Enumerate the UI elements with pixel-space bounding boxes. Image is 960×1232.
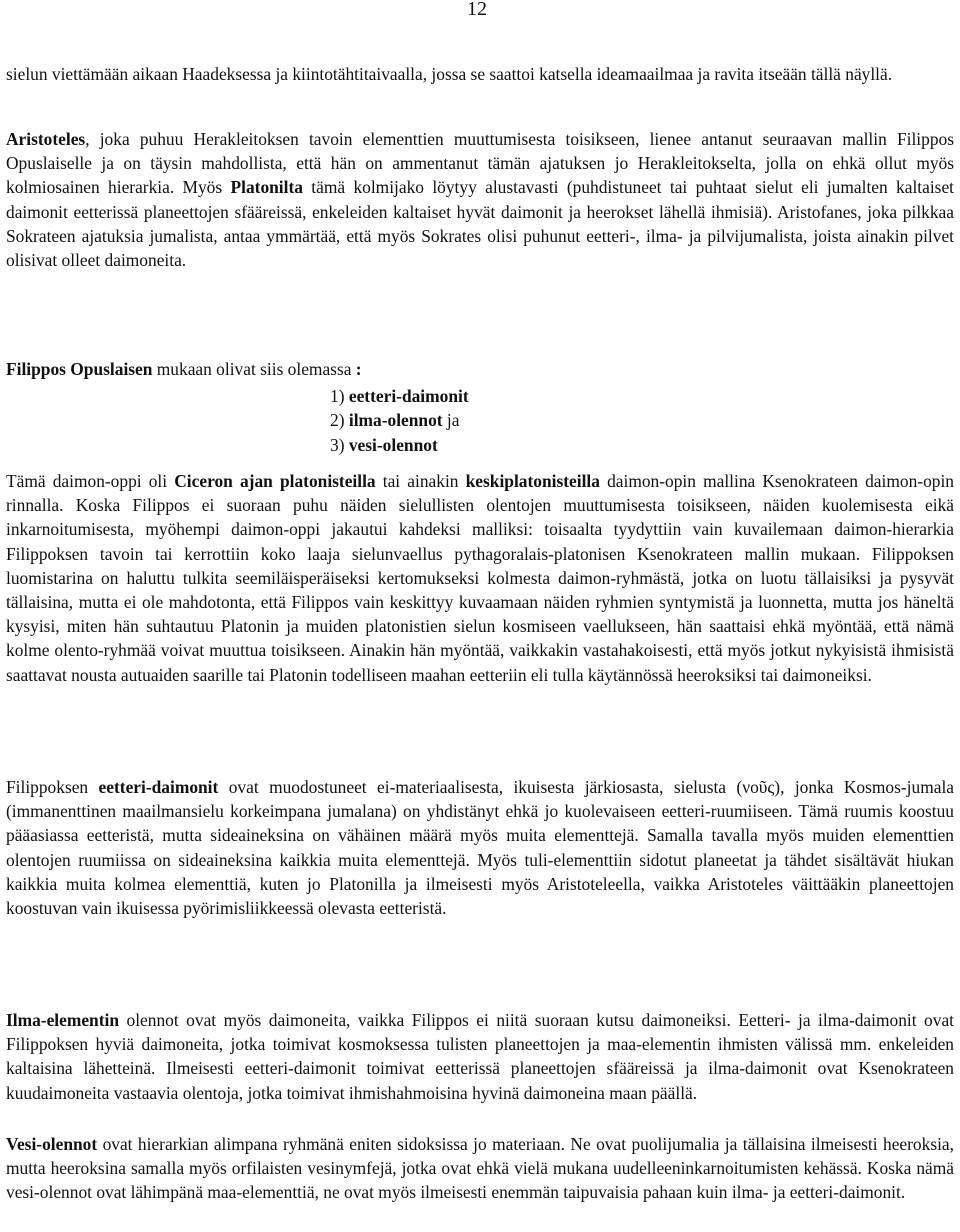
paragraph-3-text-b: tai ainakin xyxy=(375,471,466,491)
paragraph-4-text-a: Filippoksen xyxy=(6,777,99,797)
term-aristoteles: Aristoteles xyxy=(6,129,86,149)
paragraph-3-text-a: Tämä daimon-oppi oli xyxy=(6,471,175,491)
term-keskiplatonisteilla: keskiplatonisteilla xyxy=(465,471,600,491)
paragraph-3 xyxy=(6,469,954,687)
paragraph-5 xyxy=(6,1008,954,1105)
paragraph-5-text: olennot ovat myös daimoneita, vaikka Filippos ei niitä suoraan kutsu daimoneiksi. Eetteri- ja ilma-daimonit ovat Filippoksen hyviä daimoneita, jotka toimivat kosmoksessa tulisten planeettojen ja maa-elementin ihmisten välissä mm. enkeleiden kaltaisina lähetteinä. Ilmeisesti eetteri-daimonit toimivat eetterissä planeettojen sfääreissä ja ilma-daimonit ovat Ksenokrateen kuudaimoneita vastaavia olentoja, jotka toimivat ihmishahmoisina hyvinä daimoneina maan päällä. xyxy=(6,1010,954,1103)
list-intro-text: mukaan olivat siis olemassa xyxy=(152,359,356,379)
list-item xyxy=(330,408,469,432)
list-label: eetteri-daimonit xyxy=(348,386,469,406)
page-number: 12 xyxy=(467,0,487,20)
list-item xyxy=(330,384,469,408)
term-vesi-olennot: Vesi-olennot xyxy=(6,1134,98,1154)
term-eetteri-daimonit: eetteri-daimonit xyxy=(98,777,219,797)
list-label: vesi-olennot xyxy=(348,434,438,455)
greek-nous: νοῦς xyxy=(742,777,775,797)
paragraph-1 xyxy=(6,62,954,86)
paragraph-4 xyxy=(6,775,954,920)
term-ilma-elementin: Ilma-elementin xyxy=(6,1010,120,1030)
term-ciceron-ajan-platonisteilla: Ciceron ajan platonisteilla xyxy=(174,471,376,491)
list-label: ilma-olennot xyxy=(348,410,443,431)
paragraph-1-text: sielun viettämään aikaan Haadeksessa ja kiintotähtitaivaalla, jossa se saattoi katsella ideamaailmaa ja ravita itseään tällä näyllä. xyxy=(6,64,893,84)
list-item xyxy=(330,433,469,457)
daimon-list xyxy=(330,384,469,457)
paragraph-4-text-c: ), jonka Kosmos-jumala (immanenttinen maailmansielu korkeimpana jumalana) on yhdistänyt ehkä jo kuolevaiseen eetteri-ruumiiseen. Tämä ruumis koostuu pääasiassa eetteristä, mutta sideaineksina on vähäinen määrä myös muita elementtejä. Samalla tavalla myös muiden elementtien olentojen ruumiissa on sideaineksina kaikkia muita elementtejä. Myös tuli-elementtiin sidotut planeetat ja tähdet sisältävät hiukan kaikkia muita kolmea elementtiä, kuten jo Platonilla ja ilmeisesti myös Aristoteleella, vaikka Aristoteles väittääkin planeettojen koostuvan vain ikuisessa pyörimisliikkeessä olevasta eetteristä. xyxy=(6,777,954,919)
list-intro-colon: : xyxy=(355,359,362,379)
paragraph-2-text-a: , joka puhuu Herakleitoksen tavoin elementtien muuttumisesta toisikseen, lienee antanut seuraavan mallin Filippos Opuslaiselle ja on täysin mahdollista, että hän on ammentanut tämän ajatuksen jo Herakleitokselta, jolla on ehkä ollut myös kolmiosainen hierarkia. Myös xyxy=(6,129,954,198)
list-intro xyxy=(6,357,954,381)
list-suffix: ja xyxy=(442,410,460,431)
paragraph-2-text-b: tämä kolmijako löytyy alustavasti (puhdistuneet tai puhtaat sielut eli jumalten kaltaiset daimonit eetterissä planeettojen sfääreissä, enkeleiden kaltaiset hyvät daimonit ja heerokset lähellä ihmisiä). Aristofanes, joka pilkkaa Sokrateen ajatuksia jumalista, antaa ymmärtää, että myös Sokrates olisi puhunut eetteri-, ilma- ja pilvijumalista, joista ainakin pilvet olisivat olleet daimoneita. xyxy=(6,177,954,271)
paragraph-4-text-b: ovat muodostuneet ei-materiaalisesta, ikuisesta järkiosasta, sielusta ( xyxy=(218,777,743,797)
paragraph-6-text: ovat hierarkian alimpana ryhmänä eniten sidoksissa jo materiaan. Ne ovat puolijumalia ja tällaisina ilmeisesti heeroksia, mutta heeroksina samalla myös orfilaisten vesinymfejä, jotka ovat ehkä vielä mukana uudelleeninkarnoitumisten kehässä. Koska nämä vesi-olennot ovat lähimpänä maa-elementtiä, ne ovat myös ilmeisesti enemmän taipuvaisia pahaan kuin ilma- ja eetteri-daimonit. xyxy=(6,1134,954,1203)
list-number: 2) xyxy=(330,410,345,431)
term-platonilta: Platonilta xyxy=(230,177,303,198)
paragraph-6 xyxy=(6,1132,954,1205)
list-number: 1) xyxy=(330,386,345,406)
paragraph-3-text-c: daimon-opin mallina Ksenokrateen daimon-opin rinnalla. Koska Filippos ei suoraan puhu näiden sielullisten olentojen muuttumisesta toisikseen, näiden kuolemisesta eikä inkarnoitumisesta, myöhempi daimon-oppi jakautui kahdeksi malliksi: toisaalta tyydyttiin vain kuvailemaan daimon-hierarkia Filippoksen tavoin tai kerrottiin koko laaja sielunvaellus pythagoralais-platonisen Ksenokrateen mallin mukaan. Filippoksen luomistarina on haluttu tulkita seemiläisperäiseksi kertomukseksi kolmesta daimon-ryhmästä, jotka on luotu tällaisiksi ja pysyvät tällaisina, mutta ei ole mahdotonta, että Filippos vain keskittyy kuvaamaan näiden ryhmien syntymistä ja luonnetta, mutta jos häneltä kysyisi, miten hän suhtautuu Platonin ja muiden platonistien sielun kosmiseen vaellukseen, hän saattaisi ehkä myöntää, että nämä kolme olento-ryhmää voivat muuttua toisikseen. Ainakin hän myöntää, vaikkakin vastahakoisesti, että myös jotkut nykyisistä ihmisistä saattavat nousta autuaiden saarille tai Platonin todelliseen maahan eetteriin eli tulla käytännössä heeroksiksi tai daimoneiksi. xyxy=(6,471,954,685)
list-number: 3) xyxy=(330,434,345,455)
paragraph-2 xyxy=(6,127,954,272)
term-filippos-opuslaisen: Filippos Opuslaisen xyxy=(6,359,153,379)
